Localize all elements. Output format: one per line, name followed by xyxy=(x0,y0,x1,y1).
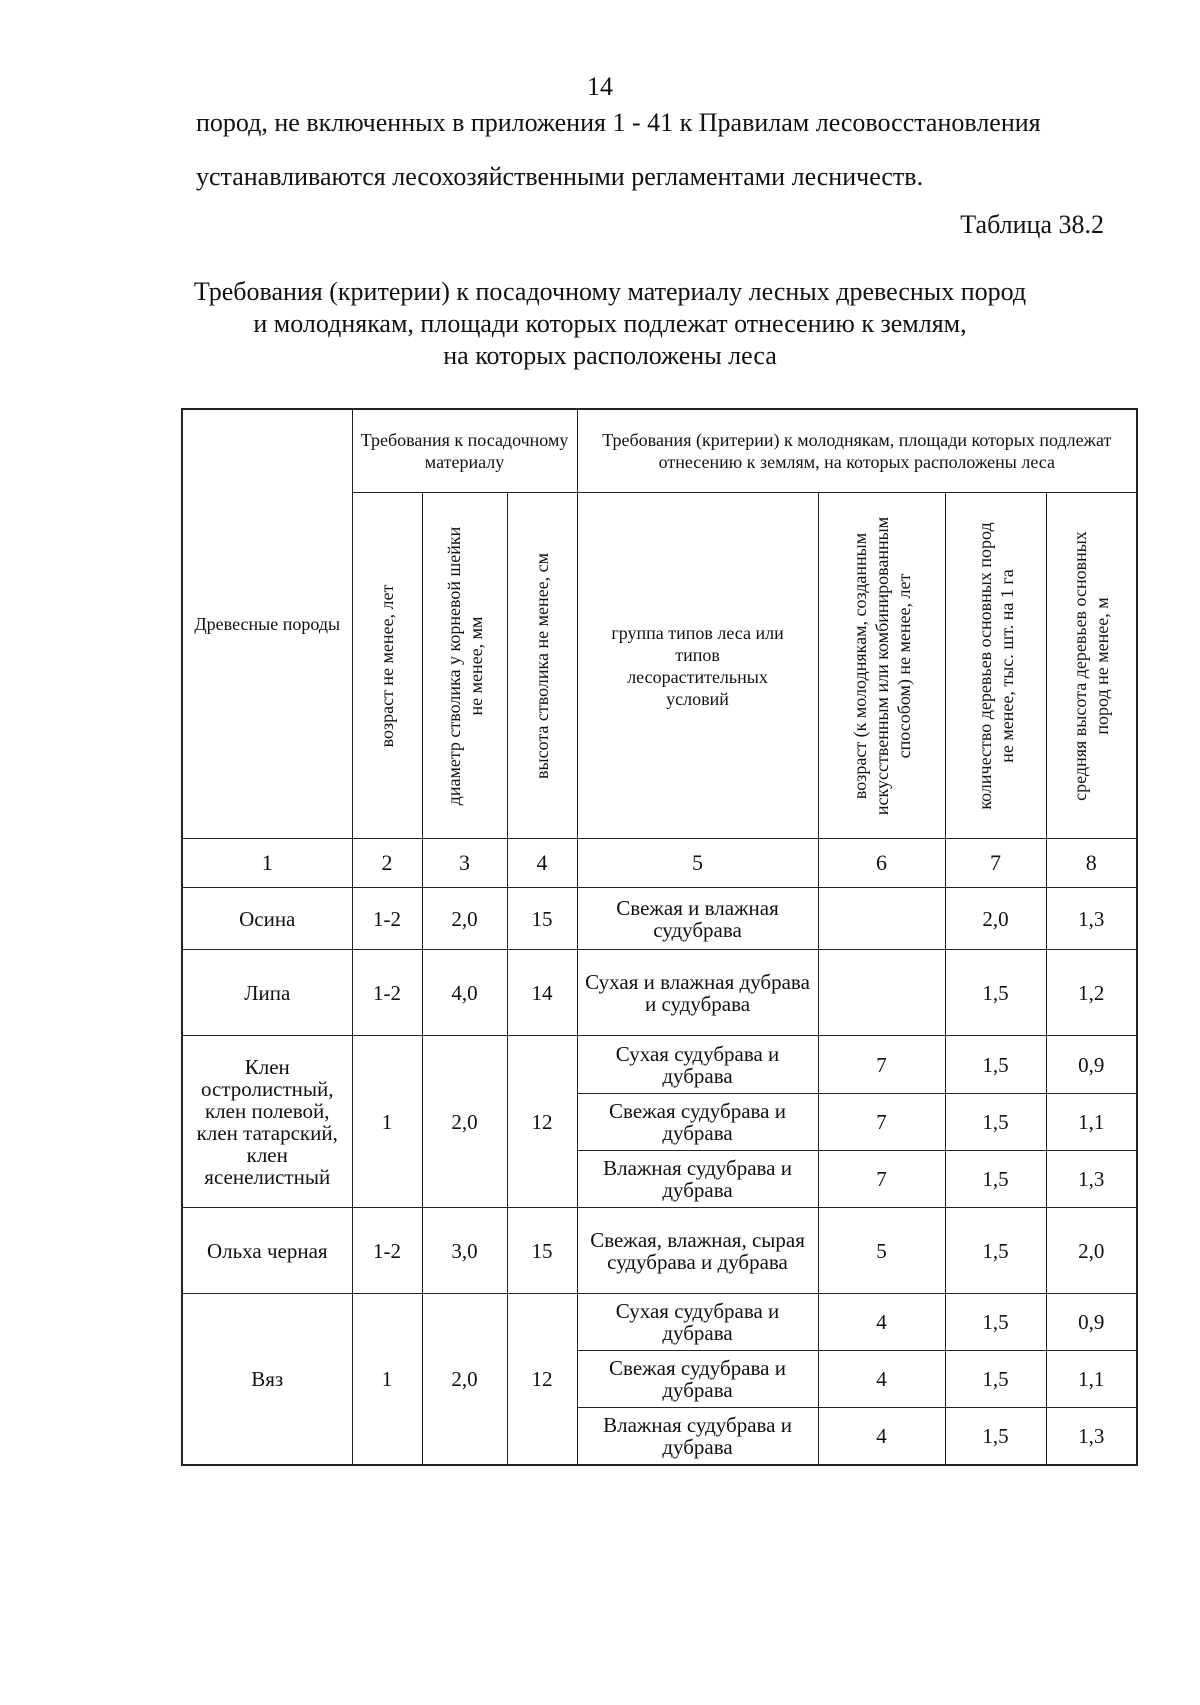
column-number-row xyxy=(182,839,1137,888)
young-age-cell: 4 xyxy=(818,1351,945,1408)
header-col2-text: возраст не менее, лет xyxy=(377,584,397,747)
avg-height-cell: 2,0 xyxy=(1046,1208,1137,1294)
tree-count-cell: 1,5 xyxy=(945,1151,1046,1208)
page-number: 14 xyxy=(587,72,613,101)
table-label: Таблица 38.2 xyxy=(960,210,1104,239)
title-line: на которых расположены леса xyxy=(443,341,777,370)
table-row xyxy=(182,950,1137,1036)
header-col2 xyxy=(352,493,422,839)
height-cell: 12 xyxy=(507,1294,577,1465)
age-cell: 1-2 xyxy=(352,888,422,950)
intro-paragraph xyxy=(196,96,1136,204)
table-row xyxy=(182,888,1137,950)
table-title xyxy=(180,276,1040,372)
species-cell: Клен остролистный, клен полевой, клен татарский, клен ясенелистный xyxy=(182,1036,352,1208)
title-line: и молоднякам, площади которых подлежат отнесению к землям, xyxy=(253,309,967,338)
header-col7 xyxy=(945,493,1046,839)
avg-height-cell: 1,1 xyxy=(1046,1094,1137,1151)
header-col3 xyxy=(422,493,507,839)
species-cell: Липа xyxy=(182,950,352,1036)
avg-height-cell: 1,2 xyxy=(1046,950,1137,1036)
forest-group-cell: Свежая и влажная судубрава xyxy=(577,888,818,950)
forest-group-cell: Свежая судубрава и дубрава xyxy=(577,1351,818,1408)
col-number: 6 xyxy=(818,839,945,888)
diameter-cell: 2,0 xyxy=(422,1294,507,1465)
forest-group-cell: Влажная судубрава и дубрава xyxy=(577,1151,818,1208)
header-col6-text: возраст (к молоднякам, созданным искусственным или комбинированным способом) не менее, лет xyxy=(849,516,914,815)
table-row xyxy=(182,1036,1137,1094)
young-age-cell: 4 xyxy=(818,1408,945,1465)
intro-line: пород, не включенных в приложения 1 - 41 к Правилам лесовосстановления xyxy=(196,108,1041,137)
diameter-cell: 3,0 xyxy=(422,1208,507,1294)
tree-count-cell: 1,5 xyxy=(945,1036,1046,1094)
avg-height-cell: 0,9 xyxy=(1046,1036,1137,1094)
avg-height-cell: 1,3 xyxy=(1046,888,1137,950)
header-col5: группа типов леса или типов лесорастительных условий xyxy=(577,493,818,839)
avg-height-cell: 1,1 xyxy=(1046,1351,1137,1408)
species-cell: Ольха черная xyxy=(182,1208,352,1294)
header-col6 xyxy=(818,493,945,839)
header-col3-text: диаметр стволика у корневой шейки не менее, мм xyxy=(443,526,486,805)
col-number: 2 xyxy=(352,839,422,888)
col-number: 7 xyxy=(945,839,1046,888)
forest-group-cell: Влажная судубрава и дубрава xyxy=(577,1408,818,1465)
species-cell: Вяз xyxy=(182,1294,352,1465)
young-age-cell: 4 xyxy=(818,1294,945,1351)
col-number: 8 xyxy=(1046,839,1137,888)
young-age-cell: 7 xyxy=(818,1036,945,1094)
forest-group-cell: Сухая судубрава и дубрава xyxy=(577,1036,818,1094)
height-cell: 15 xyxy=(507,888,577,950)
young-age-cell: 5 xyxy=(818,1208,945,1294)
tree-count-cell: 1,5 xyxy=(945,950,1046,1036)
forest-group-cell: Свежая судубрава и дубрава xyxy=(577,1094,818,1151)
tree-count-cell: 1,5 xyxy=(945,1408,1046,1465)
table-row xyxy=(182,1208,1137,1294)
header-young-group: Требования (критерии) к молоднякам, площади которых подлежат отнесению к землям, на которых расположены леса xyxy=(577,409,1137,493)
age-cell: 1-2 xyxy=(352,1208,422,1294)
tree-count-cell: 1,5 xyxy=(945,1094,1046,1151)
tree-count-cell: 1,5 xyxy=(945,1208,1046,1294)
diameter-cell: 2,0 xyxy=(422,888,507,950)
species-cell: Осина xyxy=(182,888,352,950)
forest-group-cell: Сухая судубрава и дубрава xyxy=(577,1294,818,1351)
header-planting-group: Требования к посадочному материалу xyxy=(352,409,577,493)
header-col7-text: количество деревьев основных пород не менее, тыс. шт. на 1 га xyxy=(974,521,1017,810)
young-age-cell xyxy=(818,888,945,950)
header-row-group xyxy=(182,409,1137,493)
header-col4-text: высота стволика не менее, см xyxy=(532,552,553,779)
avg-height-cell: 1,3 xyxy=(1046,1151,1137,1208)
young-age-cell: 7 xyxy=(818,1094,945,1151)
tree-count-cell: 1,5 xyxy=(945,1294,1046,1351)
young-age-cell: 7 xyxy=(818,1151,945,1208)
intro-line: устанавливаются лесохозяйственными регламентами лесничеств. xyxy=(196,162,924,191)
tree-count-cell: 1,5 xyxy=(945,1351,1046,1408)
col-number: 5 xyxy=(577,839,818,888)
header-col8 xyxy=(1046,493,1137,839)
forest-group-cell: Сухая и влажная дубрава и судубрава xyxy=(577,950,818,1036)
col-number: 3 xyxy=(422,839,507,888)
height-cell: 15 xyxy=(507,1208,577,1294)
age-cell: 1-2 xyxy=(352,950,422,1036)
diameter-cell: 4,0 xyxy=(422,950,507,1036)
tree-count-cell: 2,0 xyxy=(945,888,1046,950)
header-col8-text: средняя высота деревьев основных пород не менее, м xyxy=(1070,530,1113,801)
young-age-cell xyxy=(818,950,945,1036)
height-cell: 14 xyxy=(507,950,577,1036)
age-cell: 1 xyxy=(352,1294,422,1465)
diameter-cell: 2,0 xyxy=(422,1036,507,1208)
col-number: 4 xyxy=(507,839,577,888)
title-line: Требования (критерии) к посадочному материалу лесных древесных пород xyxy=(193,277,1027,306)
avg-height-cell: 1,3 xyxy=(1046,1408,1137,1465)
forest-group-cell: Свежая, влажная, сырая судубрава и дубрава xyxy=(577,1208,818,1294)
avg-height-cell: 0,9 xyxy=(1046,1294,1137,1351)
header-col4 xyxy=(507,493,577,839)
requirements-table xyxy=(181,408,1138,1466)
col-number: 1 xyxy=(182,839,352,888)
age-cell: 1 xyxy=(352,1036,422,1208)
header-species: Древесные породы xyxy=(182,409,352,839)
table-row xyxy=(182,1294,1137,1351)
height-cell: 12 xyxy=(507,1036,577,1208)
